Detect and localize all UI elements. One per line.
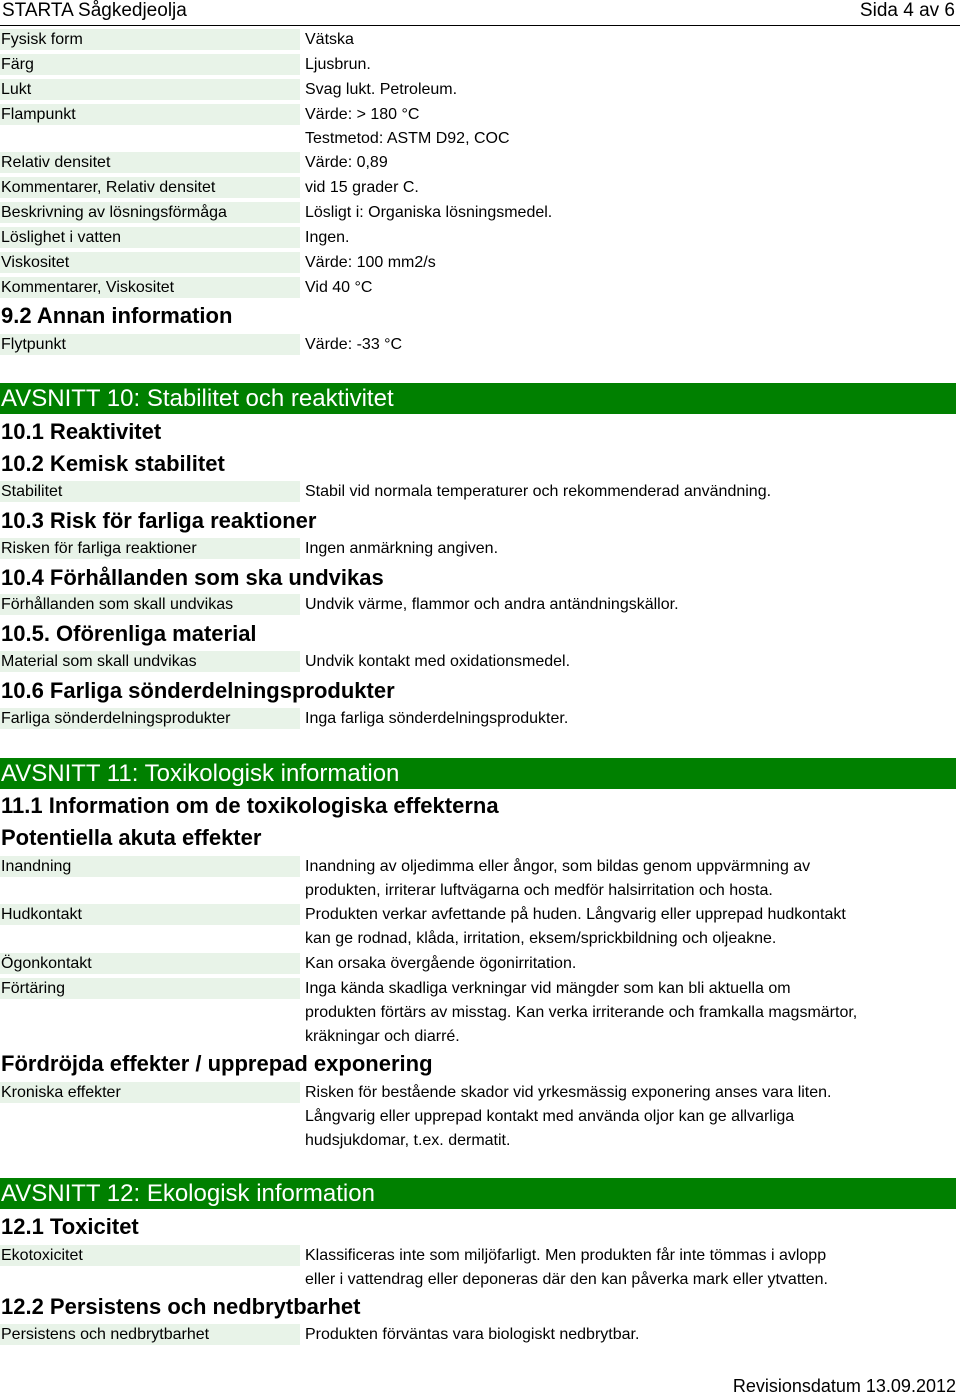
subsection-title-10-4: 10.4 Förhållanden som ska undvikas (1, 565, 384, 590)
ingestion-line: produkten förtärs av misstag. Kan verka irriterande och framkalla magsmärtor, (305, 1004, 858, 1021)
subsection-title-9-2: 9.2 Annan information (1, 303, 233, 328)
subsection-title-12-1: 12.1 Toxicitet (1, 1214, 139, 1239)
header-divider (0, 25, 960, 26)
prop-value-physical-form: Vätska (305, 31, 354, 48)
value-chronic-effects (305, 1081, 905, 1153)
value-conditions-to-avoid: Undvik värme, flammor och andra antändningskällor. (305, 596, 679, 613)
prop-value-density-comment: vid 15 grader C. (305, 179, 419, 196)
prop-value-viscosity-comment: Vid 40 °C (305, 279, 373, 296)
label-decomposition-products: Farliga sönderdelningsprodukter (0, 708, 300, 729)
prop-value-viscosity: Värde: 100 mm2/s (305, 254, 436, 271)
chronic-effects-line: Långvarig eller upprepad kontakt med använda oljor kan ge allvarliga (305, 1108, 795, 1125)
value-inhalation (305, 855, 905, 903)
skin-contact-line: kan ge rodnad, klåda, irritation, eksem/sprickbildning och oljeakne. (305, 930, 777, 947)
section-header-10: AVSNITT 10: Stabilitet och reaktivitet (0, 383, 956, 414)
prop-label-solubility-description: Beskrivning av lösningsförmåga (0, 202, 300, 223)
prop-value-water-solubility: Ingen. (305, 229, 350, 246)
label-incompatible-materials: Material som skall undvikas (0, 651, 300, 672)
label-eye-contact: Ögonkontakt (0, 953, 300, 974)
inhalation-line: produkten, irriterar luftvägarna och medför halsirritation och hosta. (305, 882, 773, 899)
ingestion-line: kräkningar och diarré. (305, 1028, 460, 1045)
value-incompatible-materials: Undvik kontakt med oxidationsmedel. (305, 653, 571, 670)
prop-label-density-comment: Kommentarer, Relativ densitet (0, 177, 300, 198)
section-header-12: AVSNITT 12: Ekologisk information (0, 1178, 956, 1209)
prop-value-odor: Svag lukt. Petroleum. (305, 81, 458, 98)
subsection-title-delayed-effects: Fördröjda effekter / upprepad exponering (1, 1051, 433, 1076)
subsection-title-10-5: 10.5. Oförenliga material (1, 621, 257, 646)
label-inhalation: Inandning (0, 856, 300, 877)
document-title: STARTA Sågkedjeolja (2, 0, 187, 21)
prop-value-relative-density: Värde: 0,89 (305, 154, 388, 171)
prop-value-flash-point: Värde: > 180 °C (305, 106, 420, 123)
value-eye-contact (305, 952, 905, 976)
label-pour-point: Flytpunkt (0, 334, 300, 355)
value-pour-point: Värde: -33 °C (305, 336, 403, 353)
prop-value-color: Ljusbrun. (305, 56, 371, 73)
value-hazardous-reactions: Ingen anmärkning angiven. (305, 540, 499, 557)
value-persistence: Produkten förväntas vara biologiskt nedbrytbar. (305, 1326, 640, 1343)
subsection-title-10-1: 10.1 Reaktivitet (1, 419, 162, 444)
prop-value-test-method: Testmetod: ASTM D92, COC (305, 130, 510, 147)
label-conditions-to-avoid: Förhållanden som skall undvikas (0, 594, 300, 615)
prop-label-flash-point: Flampunkt (0, 104, 300, 125)
value-decomposition-products: Inga farliga sönderdelningsprodukter. (305, 710, 569, 727)
chronic-effects-line: hudsjukdomar, t.ex. dermatit. (305, 1132, 511, 1149)
prop-label-color: Färg (0, 54, 300, 75)
value-stability: Stabil vid normala temperaturer och rekommenderad användning. (305, 483, 772, 500)
prop-label-odor: Lukt (0, 79, 300, 100)
subsection-title-12-2: 12.2 Persistens och nedbrytbarhet (1, 1294, 361, 1319)
inhalation-line: Inandning av oljedimma eller ångor, som bildas genom uppvärmning av (305, 858, 811, 875)
eye-contact-line: Kan orsaka övergående ögonirritation. (305, 955, 577, 972)
subsection-title-10-6: 10.6 Farliga sönderdelningsprodukter (1, 678, 395, 703)
chronic-effects-line: Risken för bestående skador vid yrkesmässig exponering anses vara liten. (305, 1084, 832, 1101)
ingestion-line: Inga kända skadliga verkningar vid mängder som kan bli aktuella om (305, 980, 791, 997)
ecotoxicity-line: eller i vattendrag eller deponeras där den kan påverka mark eller ytvatten. (305, 1271, 828, 1288)
label-stability: Stabilitet (0, 481, 300, 502)
prop-label-water-solubility: Löslighet i vatten (0, 227, 300, 248)
skin-contact-line: Produkten verkar avfettande på huden. Långvarig eller upprepad hudkontakt (305, 906, 846, 923)
label-ingestion: Förtäring (0, 978, 300, 999)
subsection-title-acute-effects: Potentiella akuta effekter (1, 825, 262, 850)
subsection-title-10-2: 10.2 Kemisk stabilitet (1, 451, 225, 476)
subsection-title-11-1: 11.1 Information om de toxikologiska effekterna (1, 793, 499, 818)
prop-label-relative-density: Relativ densitet (0, 152, 300, 173)
label-hazardous-reactions: Risken för farliga reaktioner (0, 538, 300, 559)
revision-date: Revisionsdatum 13.09.2012 (732, 1376, 956, 1396)
value-skin-contact (305, 903, 905, 951)
prop-value-solubility-description: Lösligt i: Organiska lösningsmedel. (305, 204, 553, 221)
ecotoxicity-line: Klassificeras inte som miljöfarligt. Men produkten får inte tömmas i avlopp (305, 1247, 827, 1264)
section-header-11: AVSNITT 11: Toxikologisk information (0, 758, 956, 789)
value-ecotoxicity (305, 1244, 905, 1292)
label-ecotoxicity: Ekotoxicitet (0, 1245, 300, 1266)
subsection-title-10-3: 10.3 Risk för farliga reaktioner (1, 508, 317, 533)
label-persistence: Persistens och nedbrytbarhet (0, 1324, 300, 1345)
label-skin-contact: Hudkontakt (0, 904, 300, 925)
prop-label-viscosity-comment: Kommentarer, Viskositet (0, 277, 300, 298)
prop-label-physical-form: Fysisk form (0, 29, 300, 50)
value-ingestion (305, 977, 905, 1049)
page-number: Sida 4 av 6 (859, 0, 955, 21)
prop-label-viscosity: Viskositet (0, 252, 300, 273)
label-chronic-effects: Kroniska effekter (0, 1082, 300, 1103)
